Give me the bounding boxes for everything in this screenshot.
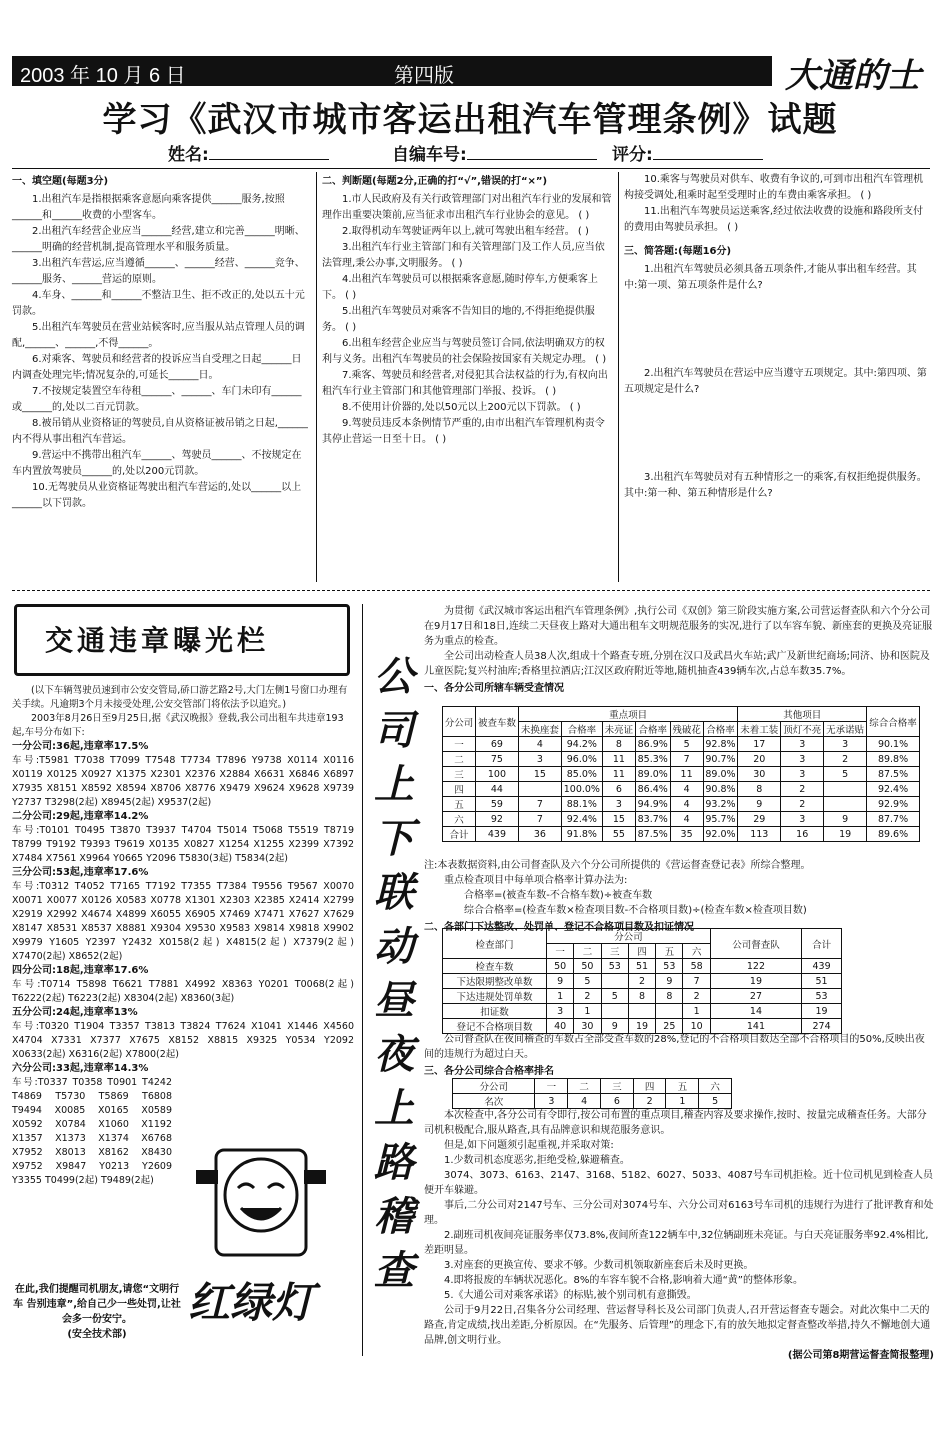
table-cell: 7 xyxy=(518,797,561,812)
judge-item: 1.市人民政府及有关行政管理部门对出租汽车行业的发展和管理作出重要决策前,应当征求市出租汽车行业协会的意见。 ( ) xyxy=(322,194,612,221)
table-cell: 1 xyxy=(574,1004,601,1019)
table-cell: 274 xyxy=(802,1019,842,1034)
table-cell: 16 xyxy=(781,827,824,842)
table1-title: 一、各分公司所辖车辆受查情况 xyxy=(424,683,564,694)
table-cell: 分公司 xyxy=(453,1079,535,1094)
table-cell: 10 xyxy=(683,1019,710,1034)
table-cell: 7 xyxy=(518,812,561,827)
th-sub: 合格率 xyxy=(635,722,670,737)
table-cell: 3 xyxy=(781,737,824,752)
report-paragraph: 为贯彻《武汉城市客运出租汽车管理条例》,执行公司《双创》第三阶段实施方案,公司营运督查队和六个分公司在9月17日和18日,连续二天昼夜上路对大通出租车文明规范服务的实况,进行了以车容车貌、新座套的更换及亮证服务为重点的检查。 xyxy=(424,606,933,647)
table-cell: 87.7% xyxy=(867,812,920,827)
table-cell: 87.5% xyxy=(867,767,920,782)
divider xyxy=(12,590,930,591)
table-cell: 19 xyxy=(802,1004,842,1019)
table-cell: 9 xyxy=(656,974,683,989)
table-cell: 30 xyxy=(574,1019,601,1034)
table-cell: 11 xyxy=(602,752,635,767)
th-sub: 三 xyxy=(601,944,628,959)
table-cell: 5 xyxy=(824,767,867,782)
table-cell: 25 xyxy=(656,1019,683,1034)
table-cell: 50 xyxy=(574,959,601,974)
th-supervise: 公司督查队 xyxy=(710,929,801,959)
table-cell: 17 xyxy=(738,737,781,752)
report-paragraph: 3074、3073、6163、2147、3168、5182、6027、5033、4087号车司机拒检。近十位司机见到检查人员便开车躲避。 xyxy=(424,1170,934,1196)
table-cell: 5 xyxy=(574,974,601,989)
report-night xyxy=(424,1032,934,1081)
divider xyxy=(316,172,317,582)
table-cell: 15 xyxy=(518,767,561,782)
name-field[interactable] xyxy=(168,140,329,165)
name-label: 姓名: xyxy=(168,145,209,165)
table-cell: 登记不合格项目数 xyxy=(443,1019,547,1034)
issue-date: 2003 年 10 月 6 日 xyxy=(20,65,186,87)
table-cell: 55 xyxy=(602,827,635,842)
fill-item: 7.不按规定装置空车待租______、______、车门未印有______或______的,处以二百元罚款。 xyxy=(12,386,302,413)
note-text: 在此,我们提醒司机朋友,请您“文明行车 告别违章”,给自己少一些处罚,让社会多一份安宁。 xyxy=(13,1284,181,1325)
fill-item: 1.出租汽车是指根据乘客意愿向乘客提供______服务,按照______和______收费的小型客车。 xyxy=(12,194,285,221)
table-cell: 95.7% xyxy=(703,812,738,827)
th-sub: 未亮证 xyxy=(602,722,635,737)
judge-item: 4.出租汽车驾驶员可以根据乘客意愿,随时停车,方便乘客上下。 ( ) xyxy=(322,274,598,301)
table-row xyxy=(453,1094,732,1109)
fill-section xyxy=(12,172,310,512)
cartoon-title: 红绿灯 xyxy=(188,1278,315,1327)
report-paragraph: 1.少数司机态度恶劣,拒绝受检,躲避稽查。 xyxy=(444,1155,630,1166)
table-cell: 92.4% xyxy=(867,782,920,797)
violation-banner xyxy=(14,604,350,676)
score-label: 评分: xyxy=(612,145,653,165)
table-cell: 1 xyxy=(666,1094,699,1109)
table-cell: 58 xyxy=(683,959,710,974)
car-blank[interactable] xyxy=(467,159,597,160)
score-blank[interactable] xyxy=(653,159,763,160)
formula: 综合合格率=(检查车数×检查项目数-不合格项目数)÷(检查车数×检查项目数) xyxy=(464,905,807,916)
table-row xyxy=(443,974,842,989)
table-cell: 名次 xyxy=(453,1094,535,1109)
table-cell: 27 xyxy=(710,989,801,1004)
table-cell: 7 xyxy=(670,752,703,767)
answer-space[interactable] xyxy=(624,398,930,470)
table-cell: 53 xyxy=(802,989,842,1004)
th-sub: 顶灯不亮 xyxy=(781,722,824,737)
table-cell: 90.8% xyxy=(703,782,738,797)
table-cell: 88.1% xyxy=(561,797,602,812)
table-cell: 3 xyxy=(547,1004,574,1019)
table-cell: 9 xyxy=(738,797,781,812)
report-paragraph: 公司于9月22日,召集各分公司经理、营运督导科长及公司部门负责人,召开营运督查专题会。对此次集中二天的路查,肯定成绩,找出差距,分析原因。在“先服务、后管理”的理念下,有的放矢地拟定督查整改举措,持久不懈地创大通品牌,创文明行业。 xyxy=(424,1305,931,1346)
table-cell xyxy=(656,1004,683,1019)
table-cell: 3 xyxy=(781,752,824,767)
table-cell: 53 xyxy=(656,959,683,974)
th-total: 综合合格率 xyxy=(867,707,920,737)
th-sum: 合计 xyxy=(802,929,842,959)
judge-item: 10.乘客与驾驶员对供车、收费有争议的,可到市出租汽车管理机构接受调处,租乘时起至受理时止的车费由乘客承担。 ( ) xyxy=(624,174,924,201)
company-head: 二分公司:29起,违章率14.2% xyxy=(12,811,149,822)
table-cell: 100.0% xyxy=(561,782,602,797)
table-cell: 92.9% xyxy=(867,797,920,812)
table-cell: 94.2% xyxy=(561,737,602,752)
table-cell: 5 xyxy=(699,1094,732,1109)
table-cell: 8 xyxy=(656,989,683,1004)
table-cell: 11 xyxy=(670,767,703,782)
table-row xyxy=(443,767,920,782)
table-cell: 14 xyxy=(710,1004,801,1019)
table-cell: 3 xyxy=(518,752,561,767)
th-sub: 合格率 xyxy=(703,722,738,737)
table-cell: 3 xyxy=(602,797,635,812)
judge-item: 2.取得机动车驾驶证两年以上,就可驾驶出租车经营。 ( ) xyxy=(342,226,589,237)
vertical-headline: 公司上下联动 昼夜上路稽查 xyxy=(374,653,414,1294)
table-cell: 8 xyxy=(738,782,781,797)
table-cell: 30 xyxy=(738,767,781,782)
table-cell xyxy=(824,782,867,797)
table-cell: 439 xyxy=(475,827,518,842)
table-cell: 53 xyxy=(601,959,628,974)
table-cell: 122 xyxy=(710,959,801,974)
table-cell xyxy=(601,1004,628,1019)
table-row xyxy=(443,989,842,1004)
th-sub: 未换座套 xyxy=(518,722,561,737)
table-cell xyxy=(601,974,628,989)
table-cell: 4 xyxy=(518,737,561,752)
judge-item: 6.出租车经营企业应当与驾驶员签订合同,依法明确双方的权利与义务。出租汽车驾驶员的社会保险按国家有关规定办理。 ( ) xyxy=(322,338,607,365)
report-formula xyxy=(424,858,934,937)
table-cell: 85.3% xyxy=(635,752,670,767)
fill-item: 9.营运中不携带出租汽车______、驾驶员______、不按规定在车内置放驾驶员______的,处以200元罚款。 xyxy=(12,450,302,477)
th-sub: 残破花 xyxy=(670,722,703,737)
table-cell xyxy=(518,782,561,797)
table-cell: 2 xyxy=(633,1094,666,1109)
table-cell: 51 xyxy=(628,959,655,974)
table-cell: 92.8% xyxy=(703,737,738,752)
table-cell: 86.4% xyxy=(635,782,670,797)
note-source: (安全技术部) xyxy=(67,1329,127,1340)
report-paragraph: 2.副班司机夜间亮证服务率仅73.8%,夜间所查122辆车中,32位辆副班未亮证。与白天亮证服务率92.4%相比,差距明显。 xyxy=(424,1230,929,1256)
table-cell: 2 xyxy=(628,974,655,989)
table-cell: 89.0% xyxy=(635,767,670,782)
table-cell: 三 xyxy=(600,1079,633,1094)
table-cell: 3 xyxy=(824,737,867,752)
table-cell: 3 xyxy=(781,812,824,827)
report-intro xyxy=(424,604,934,698)
th-sub: 二 xyxy=(574,944,601,959)
judge-item: 9.驾驶员违反本条例情节严重的,由市出租汽车管理机构责令其停止营运一日至十日。 ( ) xyxy=(322,418,605,445)
table-cell: 三 xyxy=(443,767,476,782)
th-sub: 未着工装 xyxy=(738,722,781,737)
banner-text: 交通违章曝光栏 xyxy=(45,624,270,657)
company-head: 五分公司:24起,违章率13% xyxy=(12,1007,138,1018)
report-paragraph: 全公司出动检查人员38人次,组成十个路查专班,分别在汉口及武昌火车站;武广及新世纪商场;同济、协和医院及儿童医院;复兴村油库;香格里拉酒店;江汉区政府附近等地,随机抽查439辆车次,占总车数35.7%。 xyxy=(424,651,930,677)
plate-list: 车号:T0101 T0495 T3870 T3937 T4704 T5014 T5068 T5519 T8719 T8799 T9192 T9393 T9619 X0135 X0827 X1254 X1255 X2399 X7392 X7484 X7561 X9964 Y0665 Y2096 T5830(3起) T5834(2起) xyxy=(12,825,354,864)
table-cell: 2 xyxy=(824,752,867,767)
fill-item: 6.对乘客、驾驶员和经营者的投诉应当自受理之日起______日内调查处理完毕;情况复杂的,可延长______日。 xyxy=(12,354,302,381)
th-sub: 四 xyxy=(628,944,655,959)
answer-space[interactable] xyxy=(624,294,930,366)
table-cell: 439 xyxy=(802,959,842,974)
plate-list: 车号:T0320 T1904 T3357 T3813 T3824 T7624 X1041 X1446 X4560 X4704 X7331 X7377 X7675 X8152 X8815 X9325 Y0534 Y2092 X0633(2起) X6316(2起) X7800(2起) xyxy=(12,1021,354,1060)
table-cell: 4 xyxy=(670,782,703,797)
table-cell: 9 xyxy=(601,1019,628,1034)
plate-list: 车号:T0337 T0358 T0901 T4242 T4869 T5730 T5869 T6808 T9494 X0085 X0165 X0589 X0592 X0784 X1060 X1192 X1357 X1373 X1374 X6768 X7952 X8013 X8162 X8430 X9752 X9847 Y0213 Y2609 Y3355 T0499(2起) T9489(2起) xyxy=(12,1077,172,1186)
table3-title: 三、各分公司综合合格率排名 xyxy=(424,1066,554,1077)
table-cell: 6 xyxy=(600,1094,633,1109)
table-cell: 93.2% xyxy=(703,797,738,812)
table-cell: 7 xyxy=(683,974,710,989)
inspection-table xyxy=(442,706,920,842)
edition-label: 第四版 xyxy=(394,63,454,87)
rectification-table xyxy=(442,928,842,1034)
table-cell: 四 xyxy=(633,1079,666,1094)
table-cell: 113 xyxy=(738,827,781,842)
table-cell: 92 xyxy=(475,812,518,827)
table-cell: 一 xyxy=(443,737,476,752)
judge-heading: 二、判断题(每题2分,正确的打“√”,错误的打“×”) xyxy=(322,176,548,187)
table-cell: 92.4% xyxy=(561,812,602,827)
table-row xyxy=(443,782,920,797)
table-cell: 19 xyxy=(628,1019,655,1034)
table-cell: 2 xyxy=(781,782,824,797)
th-sub: 无承诺贴 xyxy=(824,722,867,737)
table-cell: 51 xyxy=(802,974,842,989)
table-cell: 89.8% xyxy=(867,752,920,767)
table-cell xyxy=(824,797,867,812)
company-head: 一分公司:36起,违章率17.5% xyxy=(12,741,149,752)
th-company: 分公司 xyxy=(443,707,476,737)
table-cell: 90.7% xyxy=(703,752,738,767)
table-cell: 141 xyxy=(710,1019,801,1034)
judge-item: 3.出租汽车行业主管部门和有关管理部门及工作人员,应当依法管理,秉公办事,文明服务。 ( ) xyxy=(322,242,605,269)
table-cell: 二 xyxy=(568,1079,601,1094)
table-cell: 40 xyxy=(547,1019,574,1034)
judge-item: 8.不使用计价器的,处以50元以上200元以下罚款。 ( ) xyxy=(342,402,581,413)
company-head: 三分公司:53起,违章率17.6% xyxy=(12,867,149,878)
divider xyxy=(12,168,930,169)
report-paragraph: 事后,二分公司对2147号车、三分公司对3074号车、六分公司对6163号车司机的违规行为进行了批评教育和处理。 xyxy=(424,1200,934,1226)
report-source: (据公司第8期营运督查简报整理) xyxy=(787,1350,934,1361)
table-cell: 94.9% xyxy=(635,797,670,812)
masthead-bar xyxy=(12,56,772,86)
report-findings xyxy=(424,1108,934,1363)
table-cell: 50 xyxy=(547,959,574,974)
table-cell: 四 xyxy=(443,782,476,797)
short-heading: 三、简答题:(每题16分) xyxy=(624,246,732,257)
th-key: 重点项目 xyxy=(518,707,737,722)
score-field[interactable] xyxy=(612,140,763,165)
th-branch: 分公司 xyxy=(547,929,711,944)
plate-list: 车号:T0714 T5898 T6621 T7881 X4992 X8363 Y0201 T0068(2起) T6222(2起) T6223(2起) X8304(2起) X8360(3起) xyxy=(12,979,354,1004)
table-cell: 8 xyxy=(628,989,655,1004)
th-sub: 五 xyxy=(656,944,683,959)
brand-logo: 大通的士 xyxy=(785,56,921,96)
safety-note xyxy=(12,1282,182,1342)
table-cell: 五 xyxy=(443,797,476,812)
report-paragraph: 公司督查队在夜间稽查的车数占全部受查车数的28%,登记的不合格项目数达全部不合格项目的50%,反映出夜间的违规行为超过白天。 xyxy=(424,1034,925,1060)
table-row xyxy=(443,752,920,767)
traffic-cartoon-icon xyxy=(176,1140,346,1260)
company-head: 六分公司:33起,违章率14.3% xyxy=(12,1063,149,1074)
table-row xyxy=(443,959,842,974)
short-item: 1.出租汽车驾驶员必须具备五项条件,才能从事出租车经营。其中:第一项、第五项条件是什么? xyxy=(624,264,917,291)
table-cell: 29 xyxy=(738,812,781,827)
table-row xyxy=(443,737,920,752)
table-row xyxy=(443,797,920,812)
report-paragraph: 但是,如下问题须引起重视,并采取对策: xyxy=(444,1140,614,1151)
table2-title: 二、各部门下达整改、处罚单、登记不合格项目数及扣证情况 xyxy=(424,922,694,933)
table-cell: 4 xyxy=(568,1094,601,1109)
violation-intro2: 2003年8月26日至9月25日,据《武汉晚报》登载,我公司出租车共违章193起,车号分布如下: xyxy=(12,713,344,738)
judge-continued xyxy=(624,172,930,502)
table-row xyxy=(443,1004,842,1019)
table-row xyxy=(443,827,920,842)
table-cell: 2 xyxy=(574,989,601,1004)
violation-section xyxy=(12,684,354,1188)
fill-item: 4.车身、______和______不整洁卫生、拒不改正的,处以五十元罚款。 xyxy=(12,290,305,317)
table-cell: 86.9% xyxy=(635,737,670,752)
fill-heading: 一、填空题(每题3分) xyxy=(12,176,109,187)
table1-note: 注:本表数据资料,由公司督查队及六个分公司所提供的《营运督查登记表》所综合整理。 xyxy=(424,860,811,871)
report-paragraph: 4.即将报废的车辆状况恶化。8%的车容车貌不合格,影响着大通“黄”的整体形象。 xyxy=(444,1275,803,1286)
th-sub: 合格率 xyxy=(561,722,602,737)
th-dept: 检查部门 xyxy=(443,929,547,959)
table-cell: 3 xyxy=(535,1094,568,1109)
short-item: 2.出租汽车驾驶员在营运中应当遵守五项规定。其中:第四项、第五项规定是什么? xyxy=(624,368,927,395)
company-head: 四分公司:18起,违章率17.6% xyxy=(12,965,149,976)
table-cell: 19 xyxy=(710,974,801,989)
table-cell: 合计 xyxy=(443,827,476,842)
formula-head: 重点检查项目中每单项合格率计算办法为: xyxy=(444,875,628,886)
table-cell: 36 xyxy=(518,827,561,842)
th-sub: 六 xyxy=(683,944,710,959)
car-field[interactable] xyxy=(392,140,597,165)
table-cell: 下达限期整改单数 xyxy=(443,974,547,989)
divider xyxy=(362,604,363,1356)
name-blank[interactable] xyxy=(209,159,329,160)
table-cell: 96.0% xyxy=(561,752,602,767)
table-cell: 二 xyxy=(443,752,476,767)
table-cell: 五 xyxy=(666,1079,699,1094)
table-cell: 44 xyxy=(475,782,518,797)
table-cell: 6 xyxy=(602,782,635,797)
table-cell: 92.0% xyxy=(703,827,738,842)
table-cell: 8 xyxy=(602,737,635,752)
formula: 合格率=(被查车数-不合格车数)÷被查车数 xyxy=(464,890,653,901)
th-other: 其他项目 xyxy=(738,707,867,722)
table-cell: 4 xyxy=(670,797,703,812)
table-cell: 15 xyxy=(602,812,635,827)
table-cell: 下达违规处罚单数 xyxy=(443,989,547,1004)
fill-item: 3.出租汽车营运,应当遵循______、______经营、______竞争、______服务、______营运的原则。 xyxy=(12,258,305,285)
table-cell: 5 xyxy=(601,989,628,1004)
report-paragraph: 3.对座套的更换宣传、要求不够。少数司机领取新座套后未及时更换。 xyxy=(444,1260,754,1271)
divider xyxy=(618,172,619,582)
table-cell: 2 xyxy=(781,797,824,812)
table-cell: 100 xyxy=(475,767,518,782)
table-cell: 1 xyxy=(547,989,574,1004)
th-count: 被查车数 xyxy=(475,707,518,737)
table-cell: 90.1% xyxy=(867,737,920,752)
fill-item: 10.无驾驶员从业资格证驾驶出租汽车营运的,处以______以上______以下罚款。 xyxy=(12,482,302,509)
table-cell: 85.0% xyxy=(561,767,602,782)
table-cell: 59 xyxy=(475,797,518,812)
violation-intro: (以下车辆驾驶员速到市公安交管局,硚口游艺路2号,大门左侧1号窗口办理有关手续。凡逾期3个月未接受处理,公安交管部门将依法予以追究。) xyxy=(12,685,348,710)
judge-item: 7.乘客、驾驶员和经营者,对侵犯其合法权益的行为,有权向出租汽车行业主管部门和其他管理部门举报、投诉。 ( ) xyxy=(322,370,608,397)
table-cell: 89.6% xyxy=(867,827,920,842)
table-cell: 83.7% xyxy=(635,812,670,827)
fill-item: 8.被吊销从业资格证的驾驶员,自从资格证被吊销之日起,______内不得从事出租汽车营运。 xyxy=(12,418,308,445)
car-label: 自编车号: xyxy=(392,145,467,165)
table-cell: 87.5% xyxy=(635,827,670,842)
table-cell: 20 xyxy=(738,752,781,767)
table-cell: 3 xyxy=(781,767,824,782)
table-cell: 89.0% xyxy=(703,767,738,782)
table-cell: 六 xyxy=(699,1079,732,1094)
table-cell: 9 xyxy=(547,974,574,989)
table-cell: 69 xyxy=(475,737,518,752)
table-cell: 11 xyxy=(602,767,635,782)
plate-list: 车号:T0312 T4052 T7165 T7192 T7355 T7384 T9556 T9567 X0070 X0071 X0077 X0126 X0583 X0778 X1301 X2303 X2385 X2414 X2799 X2919 X2992 X4674 X4899 X6055 X6905 X7469 X7471 X7627 X7629 X8147 X8531 X8537 X8881 X9304 X9530 X9583 X9814 X9818 X9902 X9979 Y1605 Y2397 Y2432 X0158(2起) X4815(2起) X7379(2起) X7470(2起) X8652(2起) xyxy=(12,881,354,962)
table-cell: 9 xyxy=(824,812,867,827)
table-cell: 1 xyxy=(683,1004,710,1019)
judge-section xyxy=(322,172,612,448)
table-cell: 19 xyxy=(824,827,867,842)
judge-item: 11.出租汽车驾驶员运送乘客,经过依法收费的设施和路段所支付的费用由驾驶员承担。 ( ) xyxy=(624,206,924,233)
short-item: 3.出租汽车驾驶员对有五种情形之一的乘客,有权拒绝提供服务。其中:第一种、第五种情形是什么? xyxy=(624,472,927,499)
page-title: 学习《武汉市城市客运出租汽车管理条例》试题 xyxy=(102,100,838,140)
table-cell: 扣证数 xyxy=(443,1004,547,1019)
table-cell: 91.8% xyxy=(561,827,602,842)
table-cell: 六 xyxy=(443,812,476,827)
table-cell: 35 xyxy=(670,827,703,842)
report-paragraph: 5.《大通公司对乘客承诺》的标贴,被个别司机有意撕毁。 xyxy=(444,1290,697,1301)
plate-list: 车号:T5981 T7038 T7099 T7548 T7734 T7896 Y9738 X0114 X0116 X0119 X0125 X0927 X1375 X2301 X2376 X2884 X6631 X6846 X6897 X7935 X8151 X8592 X8594 X8706 X8776 X9479 X9624 X9628 X9739 Y2737 T3298(2起) X8945(2起) X9537(2起) xyxy=(12,755,354,808)
judge-item: 5.出租汽车驾驶员对乘客不告知目的地的,不得拒绝提供服务。 ( ) xyxy=(322,306,595,333)
table-cell xyxy=(628,1004,655,1019)
table-cell: 4 xyxy=(670,812,703,827)
report-paragraph: 本次检查中,各分公司有令即行,按公司布置的重点项目,稽查内容及要求操作,按时、按量完成稽查任务。大部分司机积极配合,服从路查,具有品牌意识和规范服务意识。 xyxy=(424,1110,927,1136)
th-sub: 一 xyxy=(547,944,574,959)
table-cell: 75 xyxy=(475,752,518,767)
ranking-table xyxy=(452,1078,732,1109)
fill-item: 2.出租汽车经营企业应当______经营,建立和完善______明晰、______明确的经营机制,提高管理水平和服务质量。 xyxy=(12,226,305,253)
table-cell: 5 xyxy=(670,737,703,752)
table-row xyxy=(453,1079,732,1094)
fill-item: 5.出租汽车驾驶员在营业站候客时,应当服从站点管理人员的调配,______、______,不得______。 xyxy=(12,322,305,349)
table-cell: 一 xyxy=(535,1079,568,1094)
table-row xyxy=(443,812,920,827)
table-cell: 检查车数 xyxy=(443,959,547,974)
table-cell: 2 xyxy=(683,989,710,1004)
